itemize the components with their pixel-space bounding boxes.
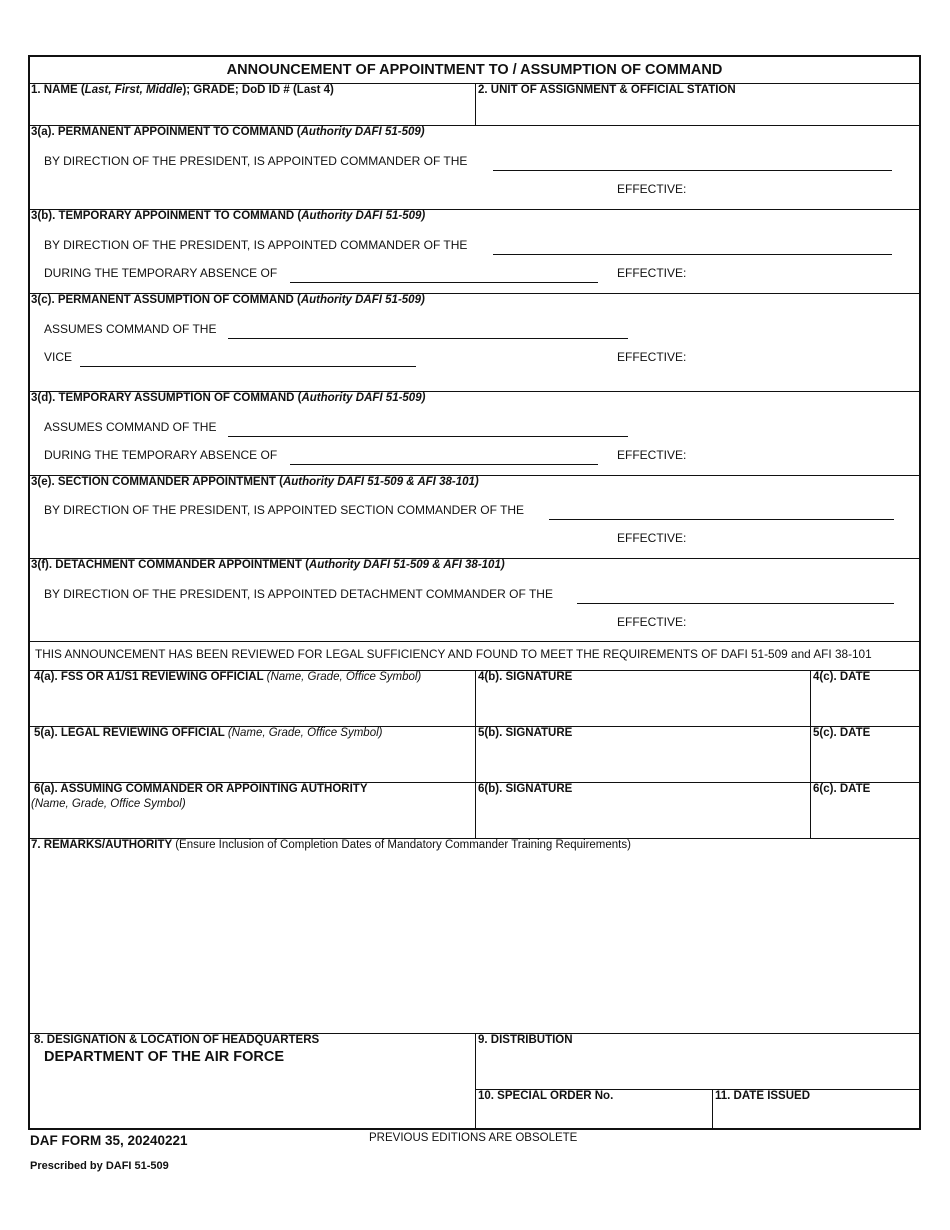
signature-4b-field[interactable]	[477, 688, 808, 724]
section-3a-unit-field[interactable]	[493, 170, 892, 171]
remarks-field[interactable]	[31, 856, 919, 1030]
section-3a-line1: BY DIRECTION OF THE PRESIDENT, IS APPOINTED COMMANDER OF THE	[44, 154, 468, 168]
reviewing-official-4a-field[interactable]	[31, 688, 473, 724]
name-grade-label: 1. NAME (Last, First, Middle); GRADE; DoD ID # (Last 4)	[31, 84, 334, 96]
special-order-label: 10. SPECIAL ORDER No.	[478, 1090, 614, 1102]
legal-official-5a-label: 5(a). LEGAL REVIEWING OFFICIAL (Name, Grade, Office Symbol)	[34, 727, 383, 739]
section-3d-heading: 3(d). TEMPORARY ASSUMPTION OF COMMAND (Authority DAFI 51-509)	[31, 392, 426, 404]
section-3d-effective-field[interactable]	[695, 446, 885, 462]
form-title: ANNOUNCEMENT OF APPOINTMENT TO / ASSUMPTION OF COMMAND	[226, 62, 723, 78]
section-3b-heading: 3(b). TEMPORARY APPOINMENT TO COMMAND (Authority DAFI 51-509)	[31, 210, 426, 222]
section-3b-line1: BY DIRECTION OF THE PRESIDENT, IS APPOINTED COMMANDER OF THE	[44, 238, 468, 252]
date-5c-field[interactable]	[812, 744, 919, 780]
section-3e-unit-field[interactable]	[549, 519, 894, 520]
signature-5b-field[interactable]	[477, 744, 808, 780]
signature-6b-label: 6(b). SIGNATURE	[478, 783, 573, 795]
divider	[475, 83, 476, 125]
section-3b-effective: EFFECTIVE:	[617, 266, 687, 280]
divider	[29, 641, 920, 642]
headquarters-value: DEPARTMENT OF THE AIR FORCE	[44, 1049, 285, 1065]
section-3c-line2: VICE	[44, 350, 73, 364]
distribution-field[interactable]	[477, 1050, 919, 1087]
section-3b-unit-field[interactable]	[493, 254, 892, 255]
date-issued-label: 11. DATE ISSUED	[715, 1090, 811, 1102]
section-3f-line1: BY DIRECTION OF THE PRESIDENT, IS APPOINTED DETACHMENT COMMANDER OF THE	[44, 587, 553, 601]
section-3c-vice-field[interactable]	[80, 366, 416, 367]
reviewing-official-4a-label: 4(a). FSS OR A1/S1 REVIEWING OFFICIAL (Name, Grade, Office Symbol)	[34, 671, 422, 683]
section-3f-heading: 3(f). DETACHMENT COMMANDER APPOINTMENT (Authority DAFI 51-509 & AFI 38-101)	[31, 559, 505, 571]
assuming-commander-6a-label: 6(a). ASSUMING COMMANDER OR APPOINTING AUTHORITY	[34, 783, 368, 795]
section-3e-effective: EFFECTIVE:	[617, 531, 687, 545]
section-3b-line2: DURING THE TEMPORARY ABSENCE OF	[44, 266, 278, 280]
section-3c-effective: EFFECTIVE:	[617, 350, 687, 364]
assuming-commander-6a-sublabel: (Name, Grade, Office Symbol)	[31, 798, 186, 810]
form-number: DAF FORM 35, 20240221	[30, 1133, 188, 1148]
unit-field[interactable]	[477, 98, 919, 124]
date-4c-label: 4(c). DATE	[813, 671, 871, 683]
prescribed-by: Prescribed by DAFI 51-509	[30, 1160, 169, 1172]
signature-4b-label: 4(b). SIGNATURE	[478, 671, 573, 683]
section-3e-effective-field[interactable]	[695, 529, 885, 545]
section-3f-effective: EFFECTIVE:	[617, 615, 687, 629]
section-3d-line2: DURING THE TEMPORARY ABSENCE OF	[44, 448, 278, 462]
assuming-commander-6a-field[interactable]	[31, 812, 473, 836]
name-grade-field[interactable]	[30, 98, 474, 124]
signature-6b-field[interactable]	[477, 800, 808, 836]
unit-label: 2. UNIT OF ASSIGNMENT & OFFICIAL STATION	[478, 84, 736, 96]
section-3c-unit-field[interactable]	[228, 338, 628, 339]
section-3b-absence-field[interactable]	[290, 282, 598, 283]
date-5c-label: 5(c). DATE	[813, 727, 871, 739]
obsolete-notice: PREVIOUS EDITIONS ARE OBSOLETE	[369, 1132, 578, 1144]
legal-official-5a-field[interactable]	[31, 744, 473, 780]
section-3e-heading: 3(e). SECTION COMMANDER APPOINTMENT (Authority DAFI 51-509 & AFI 38-101)	[31, 476, 479, 488]
legal-sufficiency-statement: THIS ANNOUNCEMENT HAS BEEN REVIEWED FOR LEGAL SUFFICIENCY AND FOUND TO MEET THE REQUIREMENTS OF DAFI 51-509 and AFI 38-101	[35, 647, 872, 661]
headquarters-label: 8. DESIGNATION & LOCATION OF HEADQUARTERS	[34, 1034, 320, 1046]
section-3f-effective-field[interactable]	[695, 613, 885, 629]
remarks-label: 7. REMARKS/AUTHORITY (Ensure Inclusion of Completion Dates of Mandatory Commander Training Requirements)	[31, 839, 631, 851]
distribution-label: 9. DISTRIBUTION	[478, 1034, 573, 1046]
section-3f-unit-field[interactable]	[577, 603, 894, 604]
section-3c-effective-field[interactable]	[695, 348, 885, 364]
section-3d-unit-field[interactable]	[228, 436, 628, 437]
section-3a-effective-field[interactable]	[695, 180, 885, 196]
section-3d-effective: EFFECTIVE:	[617, 448, 687, 462]
section-3e-line1: BY DIRECTION OF THE PRESIDENT, IS APPOINTED SECTION COMMANDER OF THE	[44, 503, 525, 517]
section-3c-heading: 3(c). PERMANENT ASSUMPTION OF COMMAND (Authority DAFI 51-509)	[31, 294, 425, 306]
special-order-field[interactable]	[477, 1106, 710, 1128]
section-3b-effective-field[interactable]	[695, 264, 885, 280]
section-3c-line1: ASSUMES COMMAND OF THE	[44, 322, 217, 336]
section-3a-effective: EFFECTIVE:	[617, 182, 687, 196]
section-3d-absence-field[interactable]	[290, 464, 598, 465]
divider	[475, 670, 476, 838]
date-6c-field[interactable]	[812, 800, 919, 836]
section-3a-heading: 3(a). PERMANENT APPOINMENT TO COMMAND (Authority DAFI 51-509)	[31, 126, 425, 138]
signature-5b-label: 5(b). SIGNATURE	[478, 727, 573, 739]
divider	[475, 1033, 476, 1129]
divider	[712, 1089, 713, 1129]
date-4c-field[interactable]	[812, 688, 919, 724]
date-issued-field[interactable]	[714, 1106, 919, 1128]
divider	[810, 670, 811, 838]
section-3d-line1: ASSUMES COMMAND OF THE	[44, 420, 217, 434]
date-6c-label: 6(c). DATE	[813, 783, 871, 795]
